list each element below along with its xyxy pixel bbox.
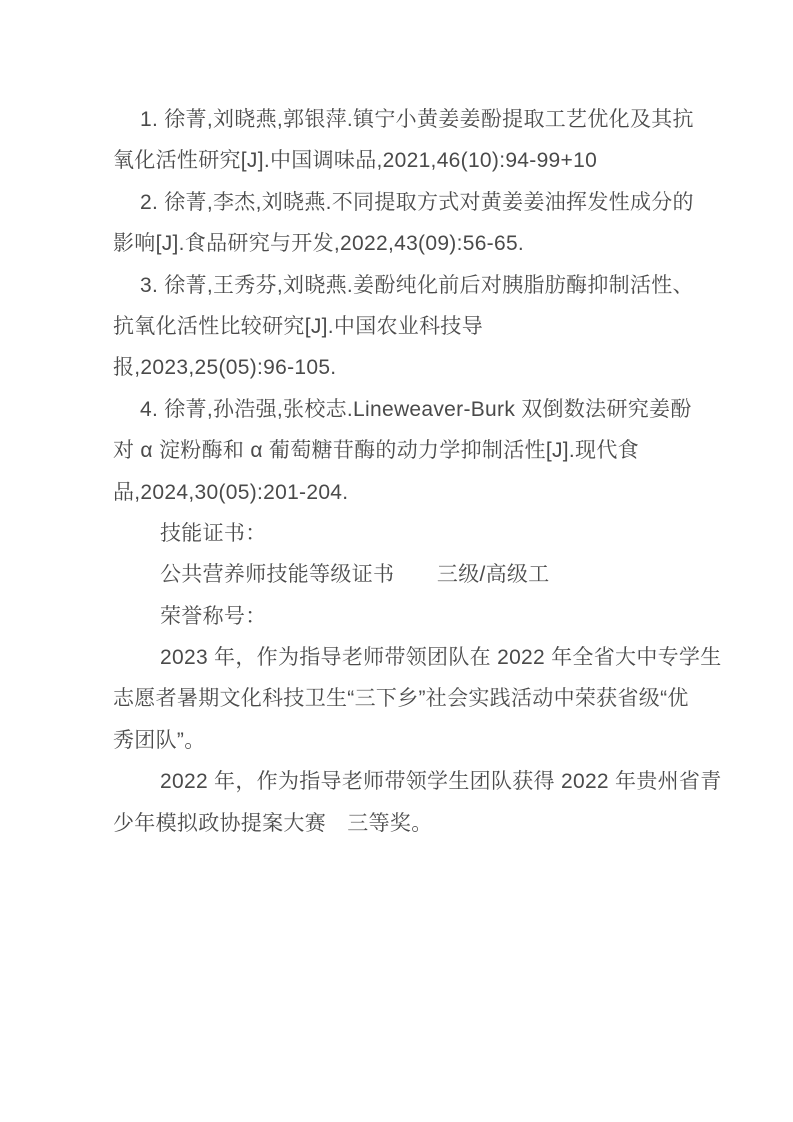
- honorary-titles-heading: 荣誉称号：: [160, 604, 267, 628]
- skills-certificates-heading: 技能证书：: [160, 521, 267, 545]
- honor-2023-line-1: 2023 年，作为指导老师带领团队在 2022 年全省大中专学生: [160, 646, 722, 670]
- reference-1-line-1: 1. 徐菁,刘晓燕,郭银萍.镇宁小黄姜姜酚提取工艺优化及其抗: [140, 108, 694, 131]
- honor-2023-line-3: 秀团队”。: [113, 728, 206, 752]
- reference-3-line-2: 抗氧化活性比较研究[J].中国农业科技导: [113, 314, 484, 338]
- honor-2022-line-2: 少年模拟政协提案大赛 三等奖。: [113, 811, 433, 835]
- reference-1-line-2: 氧化活性研究[J].中国调味品,2021,46(10):94-99+10: [113, 149, 598, 173]
- honor-2023-line-2: 志愿者暑期文化科技卫生“三下乡”社会实践活动中荣获省级“优: [113, 687, 689, 711]
- reference-2-line-2: 影响[J].食品研究与开发,2022,43(09):56-65.: [113, 232, 525, 256]
- reference-3-line-1: 3. 徐菁,王秀芬,刘晓燕.姜酚纯化前后对胰脂肪酶抑制活性、: [140, 273, 694, 297]
- reference-4-line-2: 对 α 淀粉酶和 α 葡萄糖苷酶的动力学抑制活性[J].现代食: [113, 439, 639, 463]
- skill-certificate-item: 公共营养师技能等级证书 三级/高级工: [160, 563, 550, 587]
- document-content: [113, 99, 722, 844]
- reference-3-line-3: 报,2023,25(05):96-105.: [113, 356, 337, 380]
- reference-4-line-3: 品,2024,30(05):201-204.: [113, 480, 349, 504]
- reference-4-line-1: 4. 徐菁,孙浩强,张校志.Lineweaver-Burk 双倒数法研究姜酚: [140, 397, 692, 421]
- reference-2-line-1: 2. 徐菁,李杰,刘晓燕.不同提取方式对黄姜姜油挥发性成分的: [140, 190, 694, 214]
- honor-2022-line-1: 2022 年，作为指导老师带领学生团队获得 2022 年贵州省青: [160, 770, 722, 794]
